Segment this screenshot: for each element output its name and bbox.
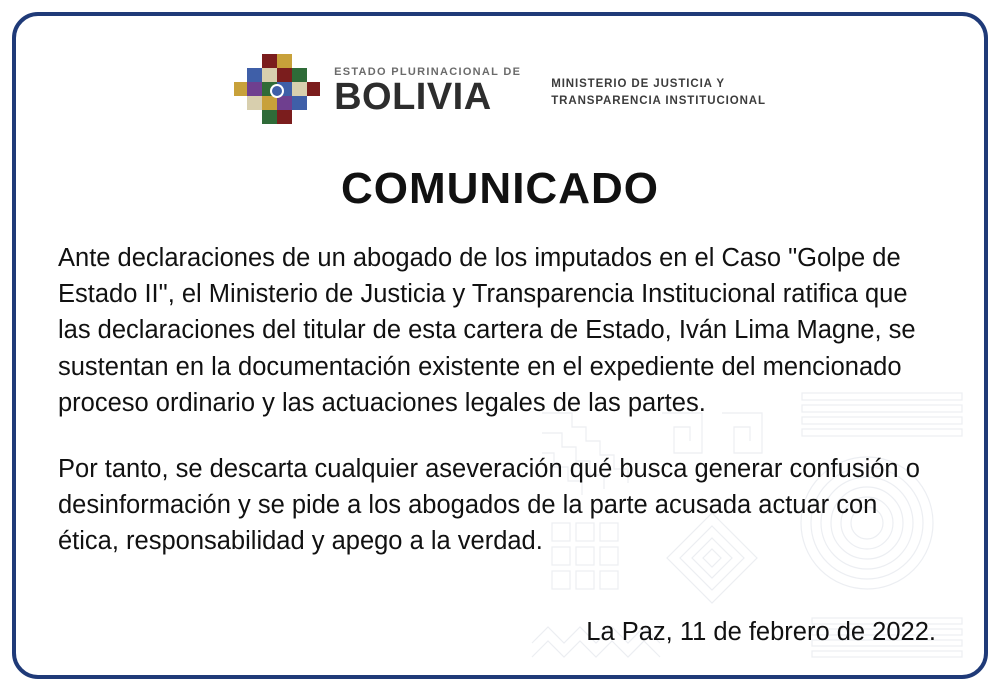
document-body [58,240,942,560]
place-and-date: La Paz, 11 de febrero de 2022. [586,617,936,646]
document-title: COMUNICADO [341,164,659,213]
state-supra-label: ESTADO PLURINACIONAL DE [334,65,522,78]
state-wordmark [334,65,522,118]
ministry-line-2: TRANSPARENCIA INSTITUCIONAL [551,95,766,107]
ministry-line-1: MINISTERIO DE JUSTICIA Y [551,77,725,90]
bolivia-chakana-emblem-icon [234,52,320,130]
state-name-label: BOLIVIA [334,75,492,118]
ministry-label [535,76,766,111]
paragraph-2: Por tanto, se descarta cualquier aseveración qué busca generar confusión o desinformación y se pide a los abogados de la parte acusada actuar con ética, responsabilidad y apego a la verdad. [58,455,920,556]
paragraph-1: Ante declaraciones de un abogado de los imputados en el Caso "Golpe de Estado II", el Ministerio de Justicia y Transparencia Institucional ratifica que las declaraciones del titular de esta cartera de Estado, Iván Lima Magne, se sustentan en la documentación existente en el expediente del mencionado proceso ordinario y las actuaciones legales de las partes. [58,244,916,417]
institutional-header [58,52,942,130]
